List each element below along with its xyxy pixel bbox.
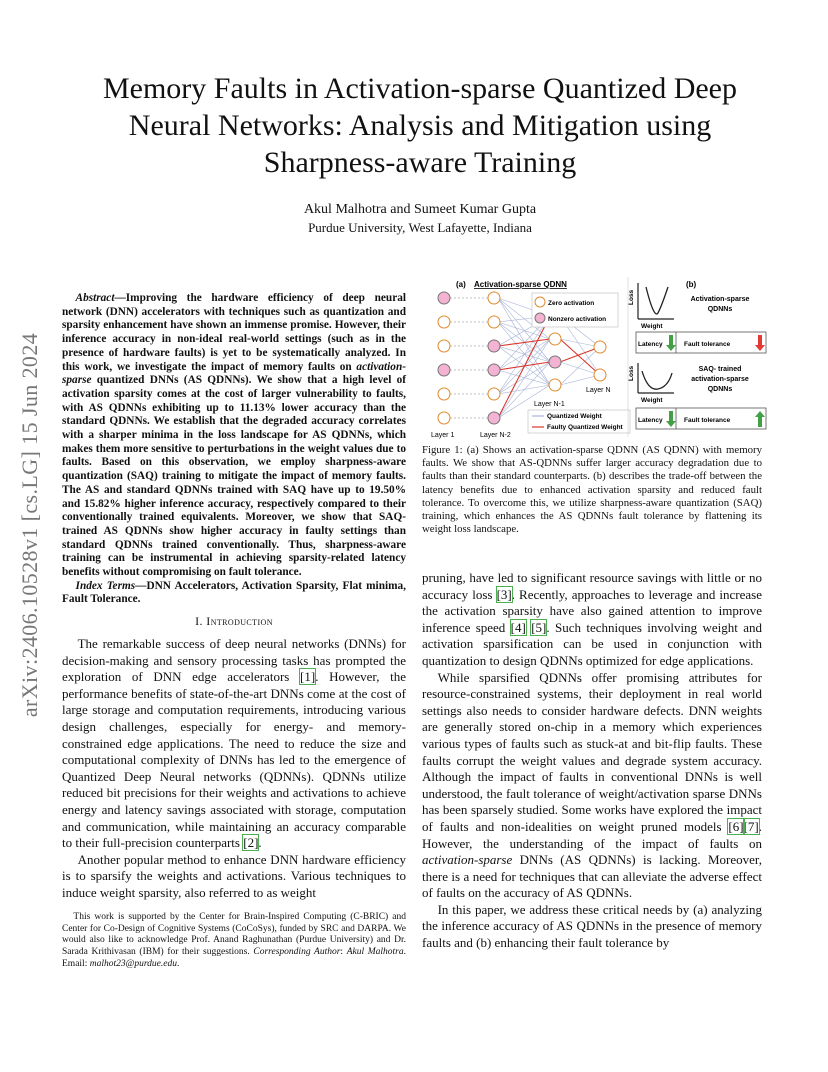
flat-loss-plot	[628, 363, 674, 404]
legend-zero-activation: Zero activation	[548, 300, 595, 307]
svg-text:Latency: Latency	[638, 417, 663, 424]
intro-paragraph: While sparsified QDNNs offer promising attributes for resource-constrained systems, their deployment in real world settings also needs to consider hardware defects. DNN weights are generally stored on-chip in a memory which experiences various types of faults such as stuck-at and bit-flip faults. These faults corrupt the weight values and degrade system accuracy. Although the impact of faults in conventional DNNs is well understood, the fault tolerance of weight/activation sparse DNNs has been sparsely studied. Some works have explored the impact of faults and non-idealities on weight pruned models [6][7]. However, the understanding of the impact of faults on activation-sparse DNNs (AS QDNNs) is lacking. Moreover, there is a need for techniques that can alleviate the adverse effect of faults on the accuracy of AS QDNNs.	[422, 669, 762, 901]
layer-n-neurons	[594, 341, 606, 381]
svg-text:Latency: Latency	[638, 341, 663, 348]
section-heading: I. Introduction	[195, 614, 273, 628]
svg-text:Loss: Loss	[628, 365, 635, 381]
layer-1-neurons	[438, 292, 450, 424]
intro-paragraph: pruning, have led to significant resource savings with little or no accuracy loss [3]. Recently, approaches to leverage and increase the activation sparsity have also gained attention to improve inference speed [4] [5]. Such techniques involving weight and activation sparsification can be used in conjunction with quantization to design QDNNs optimized for edge applications.	[422, 570, 762, 668]
intro-paragraph: The remarkable success of deep neural networks (DNNs) for decision-making and sensory processing tasks has prompted the exploration of DNN edge accelerators [1]. However, the performance benefits of state-of-the-art DNNs come at the cost of large storage and computation requirements, introducing various design challenges, especially for energy- and memory-constrained edge applications. The need to reduce the size and computational complexity of DNNs has led to the emergence of Quantized Deep Neural networks (QDNNs). QDNNs utilize reduced bit precisions for their weights and activations to achieve energy and latency savings associated with storage, computation and communication, while maintaining an accuracy comparable to their full-precision counterparts [2].	[62, 636, 406, 851]
abstract-label: Abstract	[75, 292, 115, 304]
figure-1	[428, 275, 768, 440]
intro-paragraph: In this paper, we address these critical needs by (a) analyzing the inference accuracy of AS QDNNs in the presence of memory faults and (b) enhancing their fault tolerance by	[422, 901, 762, 951]
legend-quantized-weight: Quantized Weight	[547, 413, 602, 420]
svg-text:QDNNs: QDNNs	[707, 306, 733, 313]
as-qdnns-label: Activation-sparse	[690, 296, 750, 303]
intro-paragraph: Another popular method to enhance DNN hardware efficiency is to sparsify the weights and activations. Various techniques to induce weight sparsity, also referred to as weight	[62, 851, 406, 900]
citation-link[interactable]: [7]	[743, 818, 759, 834]
authors: Akul Malhotra and Sumeet Kumar Gupta	[303, 202, 537, 217]
label-layer-n1: Layer N-1	[534, 401, 565, 408]
intro-left-column	[62, 636, 406, 902]
citation-link[interactable]: [1]	[300, 669, 316, 685]
citation-link[interactable]: [3]	[496, 586, 512, 602]
figure-caption: Figure 1: (a) Shows an activation-sparse QDNN (AS QDNN) with memory faults. We show that AS-QDNNs suffer larger accuracy degradation due to faults than their standard counterparts. (b) describes the trade-off between the latency benefits due to enhanced activation sparsity and reduced fault tolerance. To overcome this, we utilize sharpness-aware quantization (SAQ) training, which enhances the AS QDNNs fault tolerance by flattening its weight loss landscape.	[422, 444, 762, 536]
legend-nonzero-activation: Nonzero activation	[548, 316, 607, 323]
citation-link[interactable]: [6]	[728, 818, 744, 834]
svg-text:Weight: Weight	[641, 397, 663, 404]
svg-text:QDNNs: QDNNs	[707, 386, 733, 393]
abstract: Abstract—Improving the hardware efficiency of deep neural network (DNN) accelerators with techniques such as quantization and sparsity enhancement have shown an immense promise. However, their inference accuracy in non-ideal real-world settings (such as in the presence of hardware faults) is yet to be systematically analyzed. In this work, we investigate the impact of memory faults on activation-sparse quantized DNNs (AS QDNNs). We show that a high level of activation sparsity comes at the cost of larger vulnerability to faults, with AS QDNNs exhibiting up to 11.13% lower accuracy than the standard QDNNs. We establish that the degraded accuracy correlates with a sharper minima in the loss landscape for AS QDNNs, which makes them more sensitive to perturbations in the weight values due to faults. Based on this observation, we employ sharpness-aware quantization (SAQ) training to mitigate the impact of memory faults. The AS and standard QDNNs trained with SAQ have up to 19.50% and 15.82% higher inference accuracy, respectively compared to their conventionally trained equivalents. Moreover, we show that SAQ-trained AS QDNNs show higher accuracy in faulty settings than standard QDNNs trained conventionally. Thus, sharpness-aware training can be instrumental in achieving sparsity-related latency benefits without compromising on fault tolerance. Index Terms—DNN Accelerators, Activation Sparsity, Flat minima, Fault Tolerance.	[62, 292, 406, 606]
footnote: This work is supported by the Center for Brain-Inspired Computing (C-BRIC) and Center for Co-Design of Cognitive Systems (CoCoSys), funded by SRC and DARPA. We would also like to acknowledge Prof. Anand Raghunathan (Purdue University) and Dr. Sarada Krithivasan (IBM) for their suggestions. Corresponding Author: Akul Malhotra. Email: malhot23@purdue.edu.	[62, 912, 406, 969]
legend-faulty-weight: Faulty Quantized Weight	[547, 424, 623, 431]
arxiv-identifier: arXiv:2406.10528v1 [cs.LG] 15 Jun 2024	[17, 332, 42, 718]
svg-text:Fault tolerance: Fault tolerance	[684, 417, 731, 424]
panel-a-label: (a)	[456, 280, 466, 289]
layer-n2-neurons	[488, 292, 500, 424]
svg-text:Fault tolerance: Fault tolerance	[684, 341, 731, 348]
panel-b-label: (b)	[686, 280, 697, 289]
citation-link[interactable]: [2]	[243, 835, 259, 851]
label-layer-n2: Layer N-2	[480, 432, 511, 439]
svg-text:Loss: Loss	[628, 289, 635, 305]
label-layer-n: Layer N	[586, 387, 611, 394]
email-link[interactable]: malhot23@purdue.edu	[89, 958, 177, 969]
affiliation: Purdue University, West Lafayette, Indiana	[308, 220, 532, 235]
label-layer-1: Layer 1	[431, 432, 455, 439]
svg-text:activation-sparse: activation-sparse	[691, 376, 749, 383]
svg-text:Weight: Weight	[641, 323, 663, 330]
paper-title: Memory Faults in Activation-sparse Quantized Deep Neural Networks: Analysis and Mitigation using Sharpness-aware Training	[102, 72, 737, 179]
sharp-loss-plot	[628, 283, 674, 330]
saq-qdnns-label: SAQ- trained	[698, 366, 742, 373]
index-terms: Index Terms—DNN Accelerators, Activation Sparsity, Flat minima, Fault Tolerance.	[62, 579, 406, 606]
panel-a-title: Activation-sparse QDNN	[474, 280, 567, 289]
dotted-connections	[450, 298, 488, 418]
intro-right-column	[422, 570, 762, 952]
citation-link[interactable]: [5]	[531, 619, 547, 635]
citation-link[interactable]: [4]	[510, 619, 526, 635]
